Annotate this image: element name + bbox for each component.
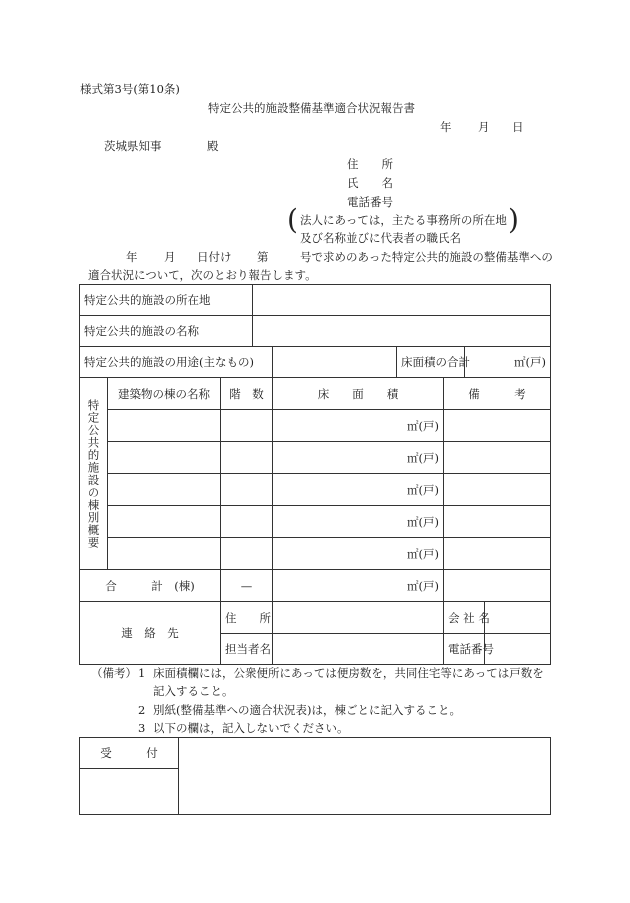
total-dash: — bbox=[221, 570, 273, 602]
date-month: 月 bbox=[478, 120, 490, 134]
form-number: 様式第3号(第10条) bbox=[80, 82, 180, 96]
note-2-number: 2 bbox=[138, 703, 146, 717]
contact-company-value[interactable] bbox=[485, 602, 551, 634]
reporter-name-label: 氏 名 bbox=[347, 176, 393, 190]
location-label: 特定公共的施設の所在地 bbox=[80, 285, 253, 316]
floors-cell[interactable] bbox=[221, 506, 273, 538]
contact-person-label: 担当者名 bbox=[221, 634, 273, 665]
name-label: 特定公共的施設の名称 bbox=[80, 316, 253, 347]
left-bracket: ( bbox=[287, 203, 298, 236]
floors-cell[interactable] bbox=[221, 410, 273, 442]
intro-number: 第 bbox=[257, 250, 269, 264]
building-name-cell[interactable] bbox=[108, 410, 221, 442]
right-bracket: ) bbox=[508, 203, 519, 236]
total-area-label: 床面積の合計 bbox=[397, 347, 465, 378]
notes-cell[interactable] bbox=[444, 442, 551, 474]
date-year: 年 bbox=[440, 120, 452, 134]
floors-cell[interactable] bbox=[221, 442, 273, 474]
overview-label-cell bbox=[80, 378, 108, 570]
floors-cell[interactable] bbox=[221, 474, 273, 506]
contact-phone-value[interactable] bbox=[485, 634, 551, 665]
note-3-number: 3 bbox=[138, 721, 146, 735]
facility-form-table bbox=[79, 284, 551, 665]
page-title: 特定公共的施設整備基準適合状況報告書 bbox=[208, 101, 415, 115]
note-1-number: 1 bbox=[138, 666, 146, 680]
note-2-text: 別紙(整備基準への適合状況表)は，棟ごとに記入すること。 bbox=[153, 703, 461, 717]
receipt-table bbox=[79, 737, 551, 815]
corp-note-line2: 及び名称並びに代表者の職氏名 bbox=[300, 231, 461, 245]
overview-label: 特定公共的施設の棟別概要 bbox=[86, 398, 101, 549]
reporter-address-label: 住 所 bbox=[347, 157, 393, 171]
intro-line2: 適合状況について，次のとおり報告します。 bbox=[88, 268, 317, 282]
building-name-cell[interactable] bbox=[108, 506, 221, 538]
floors-cell[interactable] bbox=[221, 538, 273, 570]
intro-year: 年 bbox=[126, 250, 138, 264]
building-name-cell[interactable] bbox=[108, 538, 221, 570]
total-area-cell[interactable]: ㎡(戸) bbox=[273, 570, 444, 602]
notes-cell[interactable] bbox=[444, 410, 551, 442]
intro-date: 日付け bbox=[197, 250, 232, 264]
use-value[interactable] bbox=[273, 347, 397, 378]
notes-cell[interactable] bbox=[444, 506, 551, 538]
notes-cell[interactable] bbox=[444, 474, 551, 506]
note-1-line1: 床面積欄には，公衆便所にあっては便房数を，共同住宅等にあっては戸数を bbox=[153, 666, 544, 680]
intro-month: 月 bbox=[164, 250, 176, 264]
notes-cell[interactable] bbox=[444, 538, 551, 570]
location-value[interactable] bbox=[253, 285, 551, 316]
contact-address-label: 住 所 bbox=[221, 602, 273, 634]
total-notes-cell[interactable] bbox=[444, 570, 551, 602]
notes-label: （備考） bbox=[91, 666, 137, 680]
receipt-label: 受 付 bbox=[80, 738, 179, 769]
contact-label: 連 絡 先 bbox=[80, 602, 221, 665]
note-3-text: 以下の欄は，記入しないでください。 bbox=[153, 721, 349, 735]
honorific: 殿 bbox=[207, 139, 219, 153]
col-area-header: 床 面 積 bbox=[273, 378, 444, 410]
building-name-cell[interactable] bbox=[108, 442, 221, 474]
building-name-cell[interactable] bbox=[108, 474, 221, 506]
area-cell[interactable]: ㎡(戸) bbox=[273, 506, 444, 538]
col-building-header: 建築物の棟の名称 bbox=[108, 378, 221, 410]
receipt-stamp-cell[interactable] bbox=[80, 769, 179, 815]
use-label: 特定公共的施設の用途(主なもの) bbox=[80, 347, 273, 378]
note-1-line2: 記入すること。 bbox=[153, 684, 234, 698]
name-value[interactable] bbox=[253, 316, 551, 347]
area-cell[interactable]: ㎡(戸) bbox=[273, 442, 444, 474]
total-area-unit[interactable]: ㎡(戸) bbox=[465, 347, 551, 378]
intro-text: 号で求めのあった特定公共的施設の整備基準への bbox=[300, 250, 553, 264]
reporter-phone-label: 電話番号 bbox=[347, 195, 393, 209]
area-cell[interactable]: ㎡(戸) bbox=[273, 474, 444, 506]
date-day: 日 bbox=[512, 120, 524, 134]
area-cell[interactable]: ㎡(戸) bbox=[273, 410, 444, 442]
corp-note-line1: 法人にあっては，主たる事務所の所在地 bbox=[300, 213, 507, 227]
col-floors-header: 階 数 bbox=[221, 378, 273, 410]
contact-person-value[interactable] bbox=[273, 634, 444, 665]
contact-company-label: 会 社 名 bbox=[444, 602, 485, 634]
contact-phone-label: 電話番号 bbox=[444, 634, 485, 665]
contact-address-value[interactable] bbox=[273, 602, 444, 634]
col-notes-header: 備 考 bbox=[444, 378, 551, 410]
area-cell[interactable]: ㎡(戸) bbox=[273, 538, 444, 570]
receipt-area[interactable] bbox=[179, 738, 551, 815]
addressee: 茨城県知事 bbox=[104, 139, 162, 153]
total-label: 合 計 (棟) bbox=[80, 570, 221, 602]
